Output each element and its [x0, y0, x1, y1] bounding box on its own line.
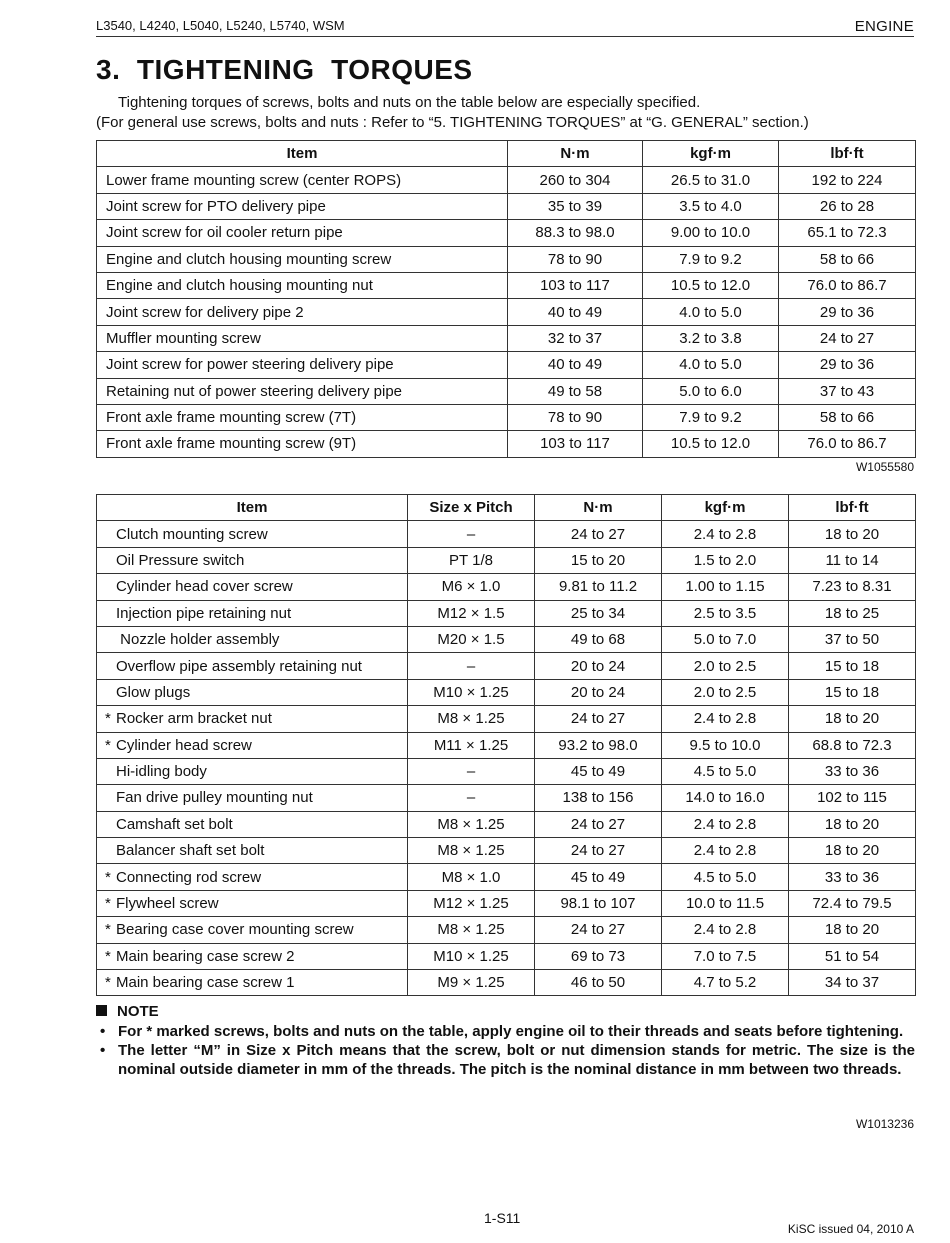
bullet-icon: • — [100, 1042, 106, 1059]
item-cell: Retaining nut of power steering delivery pipe — [97, 378, 508, 404]
oil-mark: * — [105, 710, 111, 728]
size-pitch-cell: M8 × 1.0 — [408, 864, 535, 890]
oil-mark: * — [105, 868, 111, 886]
value-cell: 24 to 27 — [535, 521, 662, 547]
value-cell: 102 to 115 — [789, 785, 916, 811]
item-cell: Engine and clutch housing mounting screw — [97, 246, 508, 272]
value-cell: 40 to 49 — [508, 352, 643, 378]
item-cell: Lower frame mounting screw (center ROPS) — [97, 167, 508, 193]
value-cell: 15 to 18 — [789, 653, 916, 679]
value-cell: 98.1 to 107 — [535, 890, 662, 916]
value-cell: 7.23 to 8.31 — [789, 574, 916, 600]
value-cell: 26.5 to 31.0 — [643, 167, 779, 193]
value-cell: 78 to 90 — [508, 246, 643, 272]
value-cell: 20 to 24 — [535, 679, 662, 705]
item-cell: Muffler mounting screw — [97, 325, 508, 351]
page-number: 1-S11 — [484, 1210, 521, 1226]
table-row — [97, 890, 916, 916]
value-cell: 5.0 to 6.0 — [643, 378, 779, 404]
note-list — [96, 1022, 915, 1079]
item-label: Camshaft set bolt — [116, 815, 233, 833]
value-cell: 3.5 to 4.0 — [643, 193, 779, 219]
size-pitch-cell: – — [408, 758, 535, 784]
size-pitch-cell: PT 1/8 — [408, 547, 535, 573]
size-pitch-cell: M8 × 1.25 — [408, 917, 535, 943]
value-cell: 11 to 14 — [789, 547, 916, 573]
value-cell: 15 to 20 — [535, 547, 662, 573]
table-row — [97, 193, 916, 219]
value-cell: 29 to 36 — [779, 299, 916, 325]
size-pitch-cell: M8 × 1.25 — [408, 838, 535, 864]
item-label: Oil Pressure switch — [116, 551, 245, 569]
table-row — [97, 732, 916, 758]
value-cell: 7.0 to 7.5 — [662, 943, 789, 969]
item-cell: Joint screw for delivery pipe 2 — [97, 299, 508, 325]
size-pitch-cell: M8 × 1.25 — [408, 811, 535, 837]
reference-code-2: W1013236 — [855, 1117, 914, 1131]
value-cell: 2.4 to 2.8 — [662, 706, 789, 732]
table-row — [97, 167, 916, 193]
header-models: L3540, L4240, L5040, L5240, L5740, WSM — [96, 18, 345, 33]
note-item-text: The letter “M” in Size x Pitch means that the screw, bolt or nut dimension stands for metric. The size is the nominal outside diameter in mm of the threads. The pitch is the nominal distance in mm between two threads. — [118, 1042, 915, 1078]
item-cell: Front axle frame mounting screw (7T) — [97, 404, 508, 430]
value-cell: 93.2 to 98.0 — [535, 732, 662, 758]
item-label: Hi-idling body — [116, 763, 207, 781]
table-row — [97, 970, 916, 996]
value-cell: 260 to 304 — [508, 167, 643, 193]
value-cell: 2.0 to 2.5 — [662, 679, 789, 705]
header-rule — [96, 36, 914, 37]
torque-table-1 — [96, 140, 916, 458]
value-cell: 45 to 49 — [535, 864, 662, 890]
column-header: Item — [97, 141, 508, 167]
value-cell: 2.0 to 2.5 — [662, 653, 789, 679]
table-row — [97, 679, 916, 705]
value-cell: 18 to 20 — [789, 706, 916, 732]
item-label: Bearing case cover mounting screw — [116, 921, 354, 939]
value-cell: 72.4 to 79.5 — [789, 890, 916, 916]
item-label: Cylinder head cover screw — [116, 578, 293, 596]
table-row — [97, 864, 916, 890]
item-cell — [97, 943, 408, 969]
value-cell: 88.3 to 98.0 — [508, 220, 643, 246]
column-header: kgf·m — [643, 141, 779, 167]
table-row — [97, 325, 916, 351]
table-row — [97, 917, 916, 943]
table-row — [97, 653, 916, 679]
table-row — [97, 246, 916, 272]
item-cell — [97, 785, 408, 811]
item-cell: Joint screw for oil cooler return pipe — [97, 220, 508, 246]
value-cell: 33 to 36 — [789, 758, 916, 784]
item-label: Balancer shaft set bolt — [116, 842, 265, 860]
size-pitch-cell: M8 × 1.25 — [408, 706, 535, 732]
section-title: 3. TIGHTENING TORQUES — [96, 54, 473, 85]
table-row — [97, 838, 916, 864]
value-cell: 18 to 20 — [789, 917, 916, 943]
size-pitch-cell: – — [408, 521, 535, 547]
size-pitch-cell: – — [408, 785, 535, 811]
item-label: Clutch mounting screw — [116, 525, 268, 543]
item-cell — [97, 679, 408, 705]
size-pitch-cell: M6 × 1.0 — [408, 574, 535, 600]
value-cell: 5.0 to 7.0 — [662, 626, 789, 652]
value-cell: 49 to 68 — [535, 626, 662, 652]
item-cell: Joint screw for power steering delivery pipe — [97, 352, 508, 378]
value-cell: 29 to 36 — [779, 352, 916, 378]
item-label: Main bearing case screw 2 — [116, 947, 295, 965]
value-cell: 138 to 156 — [535, 785, 662, 811]
value-cell: 7.9 to 9.2 — [643, 246, 779, 272]
item-label: Injection pipe retaining nut — [116, 604, 292, 622]
column-header: lbf·ft — [779, 141, 916, 167]
item-label: Cylinder head screw — [116, 736, 252, 754]
value-cell: 14.0 to 16.0 — [662, 785, 789, 811]
value-cell: 37 to 50 — [789, 626, 916, 652]
size-pitch-cell: M12 × 1.25 — [408, 890, 535, 916]
item-cell — [97, 574, 408, 600]
value-cell: 18 to 20 — [789, 811, 916, 837]
value-cell: 35 to 39 — [508, 193, 643, 219]
value-cell: 2.5 to 3.5 — [662, 600, 789, 626]
item-cell — [97, 917, 408, 943]
value-cell: 24 to 27 — [535, 838, 662, 864]
table-header-row — [97, 495, 916, 521]
table-row — [97, 220, 916, 246]
table-row — [97, 758, 916, 784]
value-cell: 34 to 37 — [789, 970, 916, 996]
value-cell: 33 to 36 — [789, 864, 916, 890]
item-cell — [97, 890, 408, 916]
value-cell: 4.5 to 5.0 — [662, 864, 789, 890]
size-pitch-cell: M12 × 1.5 — [408, 600, 535, 626]
value-cell: 10.0 to 11.5 — [662, 890, 789, 916]
item-cell — [97, 521, 408, 547]
table-row — [97, 299, 916, 325]
header-section: ENGINE — [854, 18, 914, 35]
item-cell: Joint screw for PTO delivery pipe — [97, 193, 508, 219]
item-cell — [97, 706, 408, 732]
item-label: Rocker arm bracket nut — [116, 710, 272, 728]
issue-info: KiSC issued 04, 2010 A — [787, 1222, 914, 1236]
item-cell — [97, 758, 408, 784]
value-cell: 45 to 49 — [535, 758, 662, 784]
item-label: Connecting rod screw — [116, 868, 262, 886]
value-cell: 78 to 90 — [508, 404, 643, 430]
value-cell: 37 to 43 — [779, 378, 916, 404]
value-cell: 65.1 to 72.3 — [779, 220, 916, 246]
table-row — [97, 378, 916, 404]
item-label: Glow plugs — [116, 683, 191, 701]
item-cell — [97, 600, 408, 626]
note-heading-label: NOTE — [117, 1003, 159, 1020]
value-cell: 24 to 27 — [535, 917, 662, 943]
table-row — [97, 626, 916, 652]
item-cell — [97, 970, 408, 996]
value-cell: 58 to 66 — [779, 404, 916, 430]
value-cell: 1.00 to 1.15 — [662, 574, 789, 600]
table-row — [97, 521, 916, 547]
value-cell: 18 to 20 — [789, 838, 916, 864]
intro-line-2: (For general use screws, bolts and nuts : Refer to “5. TIGHTENING TORQUES” at “G. GENERAL” section.) — [96, 114, 809, 131]
oil-mark: * — [105, 921, 111, 939]
item-label: Overflow pipe assembly retaining nut — [116, 657, 362, 675]
reference-code-1: W1055580 — [855, 460, 914, 474]
value-cell: 192 to 224 — [779, 167, 916, 193]
value-cell: 2.4 to 2.8 — [662, 917, 789, 943]
value-cell: 103 to 117 — [508, 431, 643, 457]
table-row — [97, 811, 916, 837]
table-row — [97, 404, 916, 430]
note-item — [96, 1041, 915, 1079]
note-item — [96, 1022, 915, 1041]
value-cell: 49 to 58 — [508, 378, 643, 404]
size-pitch-cell: M10 × 1.25 — [408, 943, 535, 969]
value-cell: 68.8 to 72.3 — [789, 732, 916, 758]
table-row — [97, 600, 916, 626]
value-cell: 4.0 to 5.0 — [643, 299, 779, 325]
value-cell: 2.4 to 2.8 — [662, 838, 789, 864]
item-label: Nozzle holder assembly — [116, 631, 280, 649]
value-cell: 18 to 25 — [789, 600, 916, 626]
item-cell: Front axle frame mounting screw (9T) — [97, 431, 508, 457]
column-header: Item — [97, 495, 408, 521]
table-row — [97, 272, 916, 298]
table-row — [97, 431, 916, 457]
item-cell: Engine and clutch housing mounting nut — [97, 272, 508, 298]
item-label: Flywheel screw — [116, 895, 219, 913]
value-cell: 25 to 34 — [535, 600, 662, 626]
value-cell: 4.0 to 5.0 — [643, 352, 779, 378]
table-row — [97, 943, 916, 969]
value-cell: 9.5 to 10.0 — [662, 732, 789, 758]
value-cell: 24 to 27 — [535, 706, 662, 732]
column-header: Size x Pitch — [408, 495, 535, 521]
column-header: N·m — [535, 495, 662, 521]
value-cell: 9.00 to 10.0 — [643, 220, 779, 246]
value-cell: 26 to 28 — [779, 193, 916, 219]
value-cell: 10.5 to 12.0 — [643, 431, 779, 457]
size-pitch-cell: M20 × 1.5 — [408, 626, 535, 652]
item-cell — [97, 864, 408, 890]
item-cell — [97, 653, 408, 679]
value-cell: 103 to 117 — [508, 272, 643, 298]
square-bullet-icon — [96, 1005, 107, 1016]
value-cell: 4.7 to 5.2 — [662, 970, 789, 996]
value-cell: 46 to 50 — [535, 970, 662, 996]
value-cell: 32 to 37 — [508, 325, 643, 351]
size-pitch-cell: M10 × 1.25 — [408, 679, 535, 705]
value-cell: 51 to 54 — [789, 943, 916, 969]
item-label: Main bearing case screw 1 — [116, 974, 295, 992]
column-header: kgf·m — [662, 495, 789, 521]
value-cell: 4.5 to 5.0 — [662, 758, 789, 784]
value-cell: 76.0 to 86.7 — [779, 272, 916, 298]
item-cell — [97, 547, 408, 573]
value-cell: 58 to 66 — [779, 246, 916, 272]
value-cell: 1.5 to 2.0 — [662, 547, 789, 573]
value-cell: 40 to 49 — [508, 299, 643, 325]
value-cell: 3.2 to 3.8 — [643, 325, 779, 351]
note-heading — [96, 1003, 159, 1020]
value-cell: 9.81 to 11.2 — [535, 574, 662, 600]
value-cell: 24 to 27 — [779, 325, 916, 351]
table-header-row — [97, 141, 916, 167]
value-cell: 2.4 to 2.8 — [662, 811, 789, 837]
intro-line-1: Tightening torques of screws, bolts and nuts on the table below are especially specified. — [118, 94, 701, 111]
column-header: lbf·ft — [789, 495, 916, 521]
item-cell — [97, 811, 408, 837]
oil-mark: * — [105, 895, 111, 913]
item-label: Fan drive pulley mounting nut — [116, 789, 313, 807]
value-cell: 69 to 73 — [535, 943, 662, 969]
item-cell — [97, 838, 408, 864]
value-cell: 20 to 24 — [535, 653, 662, 679]
value-cell: 15 to 18 — [789, 679, 916, 705]
table-row — [97, 352, 916, 378]
oil-mark: * — [105, 974, 111, 992]
table-row — [97, 706, 916, 732]
size-pitch-cell: M11 × 1.25 — [408, 732, 535, 758]
value-cell: 2.4 to 2.8 — [662, 521, 789, 547]
oil-mark: * — [105, 947, 111, 965]
torque-table-2 — [96, 494, 916, 996]
note-item-text: For * marked screws, bolts and nuts on the table, apply engine oil to their threads and seats before tightening. — [118, 1023, 904, 1040]
bullet-icon: • — [100, 1023, 106, 1040]
size-pitch-cell: M9 × 1.25 — [408, 970, 535, 996]
table-row — [97, 547, 916, 573]
value-cell: 18 to 20 — [789, 521, 916, 547]
item-cell — [97, 626, 408, 652]
value-cell: 24 to 27 — [535, 811, 662, 837]
value-cell: 76.0 to 86.7 — [779, 431, 916, 457]
table-row — [97, 574, 916, 600]
value-cell: 10.5 to 12.0 — [643, 272, 779, 298]
table-row — [97, 785, 916, 811]
oil-mark: * — [105, 736, 111, 754]
column-header: N·m — [508, 141, 643, 167]
item-cell — [97, 732, 408, 758]
value-cell: 7.9 to 9.2 — [643, 404, 779, 430]
size-pitch-cell: – — [408, 653, 535, 679]
